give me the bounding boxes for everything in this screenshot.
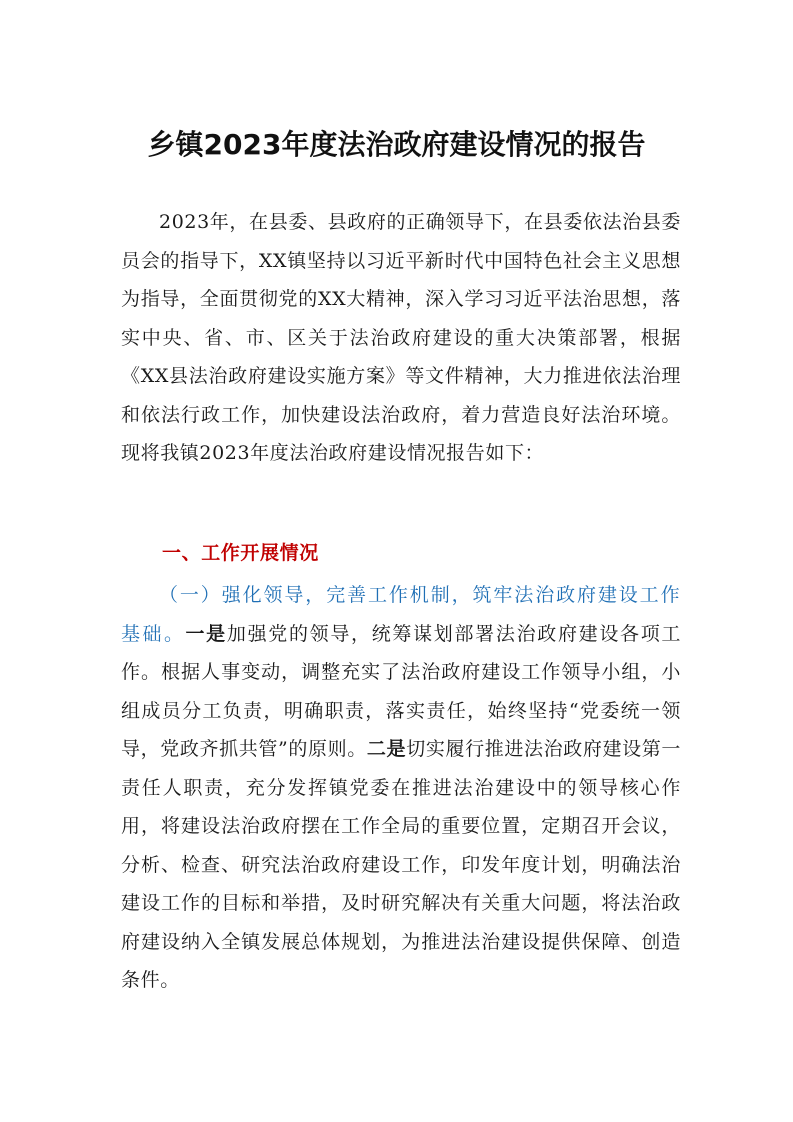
lead-second: 二是	[366, 738, 407, 760]
paragraph-text-1: 加强党的领导，统筹谋划部署法治政府建设各项工作。根据人事变动，调整充实了法治政府建设工作领导小组，小组成员分工负责，明确职责，落实责任，始终坚持“党委统一领导，党政齐抓共管”的原则。	[121, 622, 682, 760]
subsection-heading-1: （一）强化领导，完善工作机制，筑牢法治政府建设工作基础。	[121, 584, 681, 645]
paragraph-text-2: 切实履行推进法治政府建设第一责任人职责，充分发挥镇党委在推进法治建设中的领导核心作用，将建设法治政府摆在工作全局的重要位置，定期召开会议，分析、检查、研究法治政府建设工作，印发年度计划，明确法治建设工作的目标和举措，及时研究解决有关重大问题，将法治政府建设纳入全镇发展总体规划，为推进法治建设提供保障、创造条件。	[121, 738, 681, 991]
section1-block	[121, 576, 681, 1000]
document-title: 乡镇2023年度法治政府建设情况的报告	[147, 128, 646, 161]
intro-block	[121, 203, 681, 473]
section1-paragraph	[121, 576, 681, 1000]
lead-first: 一是	[185, 622, 227, 645]
intro-paragraph: 2023年，在县委、县政府的正确领导下，在县委依法治县委员会的指导下，XX镇坚持以习近平新时代中国特色社会主义思想为指导，全面贯彻党的XX大精神，深入学习习近平法治思想，落实中央、省、市、区关于法治政府建设的重大决策部署，根据《XX县法治政府建设实施方案》等文件精神，大力推进依法治理和依法行政工作，加快建设法治政府，着力营造良好法治环境。现将我镇2023年度法治政府建设情况报告如下：	[121, 211, 681, 464]
section-heading-1: 一、工作开展情况	[162, 542, 319, 564]
